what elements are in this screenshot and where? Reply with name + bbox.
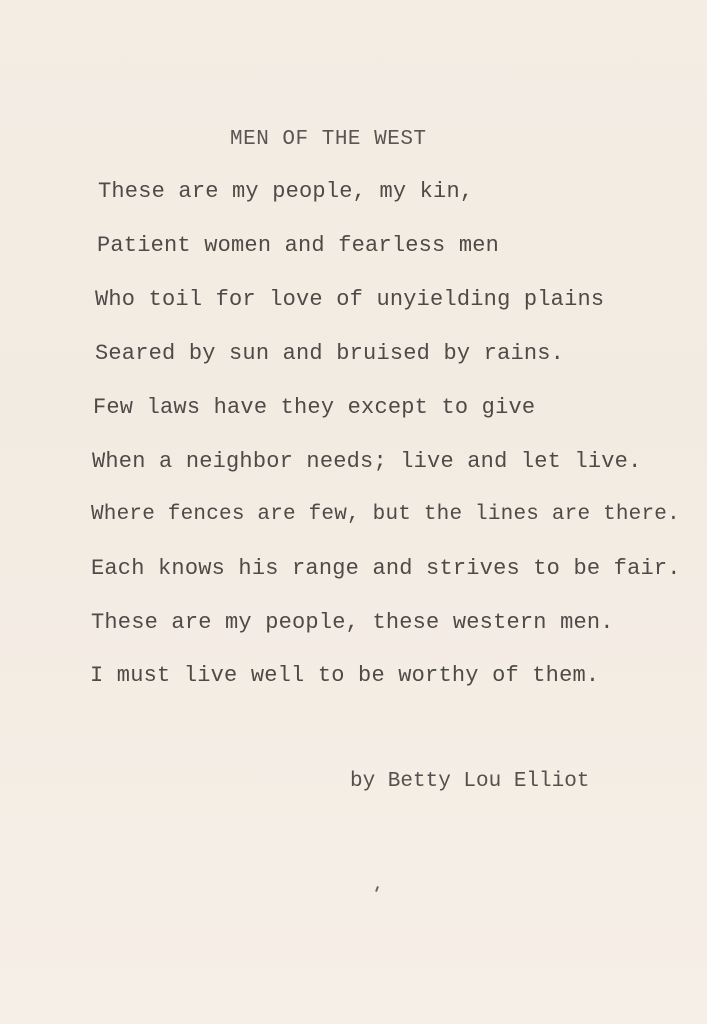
author-byline: by Betty Lou Elliot bbox=[350, 770, 590, 793]
poem-line-2: Patient women and fearless men bbox=[97, 233, 500, 258]
ink-speck bbox=[375, 886, 379, 892]
poem-line-5: Few laws have they except to give bbox=[93, 395, 536, 420]
poem-line-1: These are my people, my kin, bbox=[98, 179, 474, 204]
poem-line-3: Who toil for love of unyielding plains bbox=[95, 287, 605, 312]
poem-line-7: Where fences are few, but the lines are there. bbox=[91, 503, 680, 526]
poem-title: MEN OF THE WEST bbox=[230, 128, 427, 151]
poem-line-9: These are my people, these western men. bbox=[91, 610, 614, 635]
poem-line-8: Each knows his range and strives to be fair. bbox=[91, 556, 681, 581]
poem-line-6: When a neighbor needs; live and let live. bbox=[92, 449, 642, 474]
poem-line-4: Seared by sun and bruised by rains. bbox=[95, 341, 565, 366]
poem-line-10: I must live well to be worthy of them. bbox=[90, 663, 600, 688]
